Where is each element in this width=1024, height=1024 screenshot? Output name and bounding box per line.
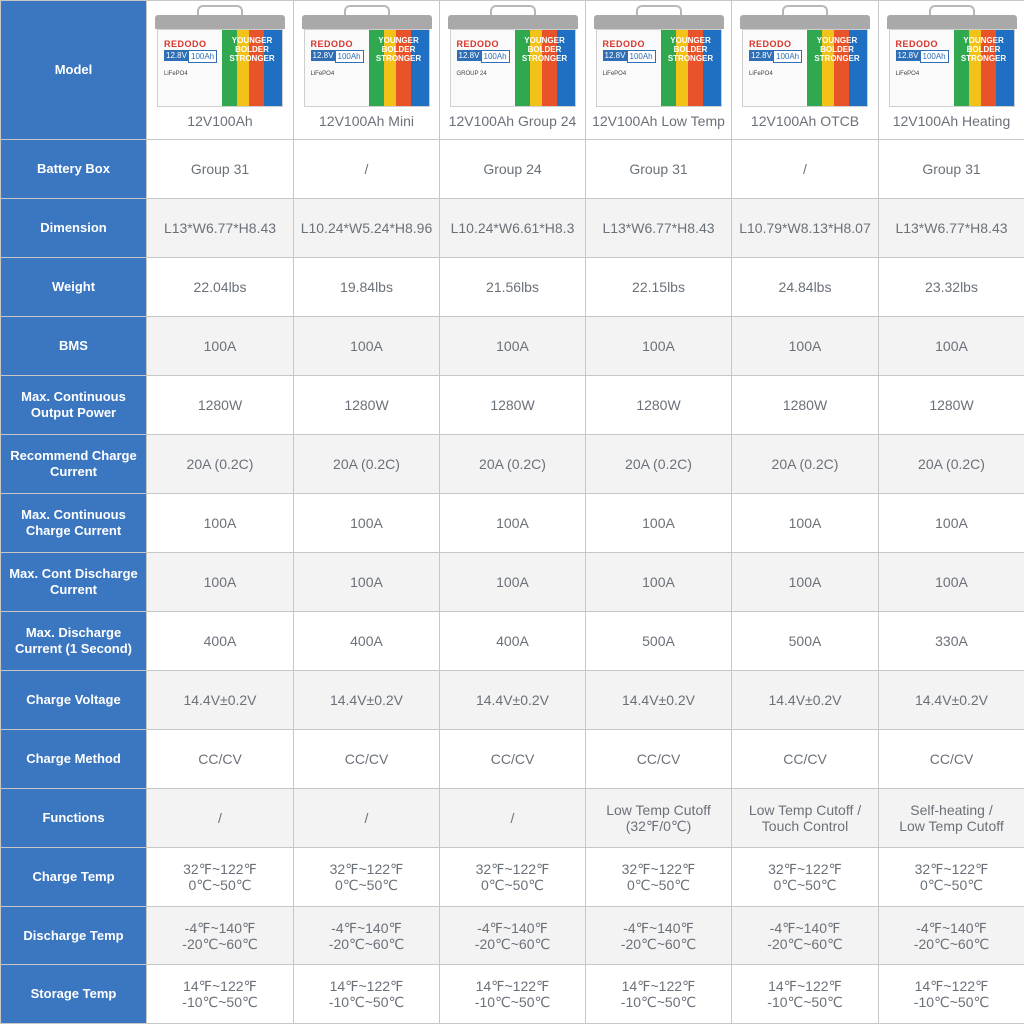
spec-cell: CC/CV — [440, 730, 586, 789]
spec-cell: / — [732, 140, 879, 199]
spec-value-line: 14℉~122℉ — [475, 978, 550, 994]
voltage-tag: 12.8V — [166, 51, 187, 60]
spec-cell — [147, 907, 294, 965]
slogan: YOUNGER BOLDER STRONGER — [375, 36, 422, 63]
spec-cell: 1280W — [294, 376, 440, 435]
spec-cell: 100A — [440, 553, 586, 612]
spec-cell: 100A — [294, 553, 440, 612]
row-header: Max. Cont Discharge Current — [1, 553, 147, 612]
row-header: Recommend Charge Current — [1, 435, 147, 494]
group-tag: GROUP 24 — [456, 71, 487, 77]
spec-cell: 14.4V±0.2V — [147, 671, 294, 730]
spec-cell: L13*W6.77*H8.43 — [147, 199, 294, 258]
chemistry-tag: LiFePO4 — [310, 71, 335, 77]
row-max-continuous-charge-current — [1, 494, 1024, 553]
spec-cell — [440, 965, 586, 1024]
chemistry-tag: LiFePO4 — [895, 71, 920, 77]
spec-cell: CC/CV — [879, 730, 1024, 789]
spec-cell — [879, 965, 1024, 1024]
chemistry-tag: LiFePO4 — [164, 71, 188, 77]
row-header: Model — [1, 1, 147, 140]
spec-cell: Group 31 — [147, 140, 294, 199]
voltage-tag: 12.8V — [458, 51, 480, 60]
spec-value-line: -4℉~140℉ — [331, 919, 402, 936]
spec-cell: 400A — [294, 612, 440, 671]
spec-value-line: 32℉~122℉ — [621, 861, 696, 877]
model-name: 12V100Ah OTCB — [750, 113, 860, 129]
spec-value-line: 32℉~122℉ — [475, 861, 550, 877]
spec-cell: 20A (0.2C) — [147, 435, 294, 494]
spec-cell: Group 31 — [879, 140, 1024, 199]
spec-cell: 500A — [586, 612, 732, 671]
spec-cell: CC/CV — [294, 730, 440, 789]
spec-cell: 1280W — [879, 376, 1024, 435]
spec-cell — [294, 848, 440, 907]
spec-value-line: -20℃~60℃ — [474, 935, 551, 952]
row-discharge-temp — [1, 907, 1024, 965]
spec-cell — [879, 907, 1024, 965]
spec-cell: 1280W — [440, 376, 586, 435]
spec-cell: 14.4V±0.2V — [586, 671, 732, 730]
spec-cell: 400A — [440, 612, 586, 671]
spec-cell: 14.4V±0.2V — [732, 671, 879, 730]
row-recommend-charge-current — [1, 435, 1024, 494]
row-charge-method — [1, 730, 1024, 789]
spec-cell — [586, 907, 732, 965]
spec-cell — [879, 789, 1024, 848]
spec-cell — [440, 848, 586, 907]
row-header: Max. Continuous Charge Current — [1, 494, 147, 553]
spec-cell: 100A — [879, 317, 1024, 376]
row-header: Battery Box — [1, 140, 147, 199]
spec-cell: 1280W — [586, 376, 732, 435]
capacity-tag: 100Ah — [773, 50, 802, 63]
spec-cell: 14.4V±0.2V — [440, 671, 586, 730]
spec-value-line: -20℃~60℃ — [620, 935, 697, 952]
spec-cell: 100A — [294, 317, 440, 376]
spec-value-line: 0℃~50℃ — [920, 877, 983, 893]
spec-cell: 22.15lbs — [586, 258, 732, 317]
spec-value-line: -20℃~60℃ — [767, 935, 843, 952]
row-header: Discharge Temp — [1, 907, 147, 965]
spec-cell: 1280W — [147, 376, 294, 435]
spec-value-line: -10℃~50℃ — [913, 994, 990, 1010]
row-header: Max. Discharge Current (1 Second) — [1, 612, 147, 671]
spec-value-line: 32℉~122℉ — [768, 861, 842, 877]
spec-cell: 100A — [147, 494, 294, 553]
spec-value-line: 0℃~50℃ — [335, 877, 398, 893]
row-header: Storage Temp — [1, 965, 147, 1024]
spec-value-line: 14℉~122℉ — [183, 978, 257, 994]
spec-value-line: 14℉~122℉ — [768, 978, 842, 994]
spec-value-line: -20℃~60℃ — [328, 935, 405, 952]
spec-value-line: / — [218, 810, 222, 826]
spec-value-line: 0℃~50℃ — [773, 877, 837, 893]
model-cell — [440, 1, 586, 140]
spec-value-line: -4℉~140℉ — [477, 919, 548, 936]
spec-value-line: 14℉~122℉ — [329, 978, 404, 994]
slogan: YOUNGER BOLDER STRONGER — [521, 36, 568, 63]
battery-product-image — [740, 5, 870, 107]
battery-product-image — [887, 5, 1017, 107]
slogan: YOUNGER BOLDER STRONGER — [960, 36, 1007, 63]
spec-value-line: 32℉~122℉ — [914, 861, 989, 877]
spec-value-line: 14℉~122℉ — [621, 978, 696, 994]
row-header: Dimension — [1, 199, 147, 258]
spec-value-line: Low Temp Cutoff / — [748, 802, 862, 818]
row-header: Functions — [1, 789, 147, 848]
spec-cell: L10.24*W6.61*H8.3 — [440, 199, 586, 258]
model-name: 12V100Ah Mini — [319, 113, 414, 129]
model-cell — [879, 1, 1024, 140]
spec-cell: 100A — [586, 317, 732, 376]
spec-cell: 100A — [732, 317, 879, 376]
spec-cell — [586, 965, 732, 1024]
spec-cell: 100A — [586, 494, 732, 553]
spec-cell — [586, 789, 732, 848]
battery-product-image — [155, 5, 285, 107]
spec-cell: 100A — [294, 494, 440, 553]
spec-cell — [732, 965, 879, 1024]
spec-cell: 20A (0.2C) — [586, 435, 732, 494]
spec-value-line: -4℉~140℉ — [623, 919, 694, 936]
spec-value-line: Low Temp Cutoff — [899, 818, 1004, 834]
spec-value-line: 32℉~122℉ — [329, 861, 404, 877]
spec-cell — [294, 789, 440, 848]
row-header: Charge Temp — [1, 848, 147, 907]
row-charge-voltage — [1, 671, 1024, 730]
spec-cell: 100A — [732, 494, 879, 553]
row-functions — [1, 789, 1024, 848]
spec-cell: 500A — [732, 612, 879, 671]
row-charge-temp — [1, 848, 1024, 907]
spec-value-line: -10℃~50℃ — [182, 994, 258, 1010]
spec-cell: 100A — [732, 553, 879, 612]
brand-logo: REDODO — [310, 39, 354, 49]
spec-cell — [440, 907, 586, 965]
battery-product-image — [594, 5, 724, 107]
model-name: 12V100Ah Heating — [892, 113, 1011, 129]
capacity-tag: 100Ah — [335, 50, 364, 63]
spec-value-line: -20℃~60℃ — [182, 935, 258, 952]
spec-cell: 100A — [440, 494, 586, 553]
spec-cell — [879, 848, 1024, 907]
row-bms — [1, 317, 1024, 376]
spec-cell: 20A (0.2C) — [879, 435, 1024, 494]
spec-value-line: Self-heating / — [910, 802, 993, 818]
spec-cell: 400A — [147, 612, 294, 671]
spec-value-line: -10℃~50℃ — [767, 994, 843, 1010]
spec-cell — [147, 789, 294, 848]
row-header: Charge Voltage — [1, 671, 147, 730]
spec-cell: 100A — [879, 553, 1024, 612]
spec-value-line: 0℃~50℃ — [481, 877, 544, 893]
brand-logo: REDODO — [895, 39, 939, 49]
spec-cell: 20A (0.2C) — [440, 435, 586, 494]
row-storage-temp — [1, 965, 1024, 1024]
model-cell — [586, 1, 732, 140]
spec-cell: L13*W6.77*H8.43 — [586, 199, 732, 258]
spec-value-line: -10℃~50℃ — [620, 994, 697, 1010]
model-cell — [294, 1, 440, 140]
row-max-discharge-current-1-second — [1, 612, 1024, 671]
spec-cell: 19.84lbs — [294, 258, 440, 317]
chemistry-tag: LiFePO4 — [749, 71, 773, 77]
spec-cell: 14.4V±0.2V — [879, 671, 1024, 730]
row-weight — [1, 258, 1024, 317]
chemistry-tag: LiFePO4 — [602, 71, 627, 77]
spec-cell: L10.79*W8.13*H8.07 — [732, 199, 879, 258]
row-max-cont-discharge-current — [1, 553, 1024, 612]
spec-cell — [294, 965, 440, 1024]
spec-value-line: -10℃~50℃ — [474, 994, 551, 1010]
spec-value-line: (32℉/0℃) — [625, 818, 692, 834]
battery-product-image — [302, 5, 432, 107]
spec-value-line: -10℃~50℃ — [328, 994, 405, 1010]
spec-value-line: 32℉~122℉ — [183, 861, 257, 877]
voltage-tag: 12.8V — [312, 51, 334, 60]
spec-value-line: / — [510, 810, 515, 826]
model-name: 12V100Ah Group 24 — [448, 113, 577, 129]
row-header: BMS — [1, 317, 147, 376]
spec-value-line: 0℃~50℃ — [188, 877, 252, 893]
spec-cell — [732, 907, 879, 965]
battery-product-image — [448, 5, 578, 107]
brand-logo: REDODO — [164, 39, 207, 49]
spec-value-line: -4℉~140℉ — [184, 919, 256, 936]
spec-value-line: / — [364, 810, 369, 826]
capacity-tag: 100Ah — [627, 50, 656, 63]
capacity-tag: 100Ah — [481, 50, 510, 63]
spec-cell: 100A — [586, 553, 732, 612]
spec-cell — [732, 848, 879, 907]
voltage-tag: 12.8V — [604, 51, 626, 60]
model-name: 12V100Ah Low Temp — [592, 113, 725, 129]
spec-value-line: Low Temp Cutoff — [606, 802, 711, 818]
spec-cell: 21.56lbs — [440, 258, 586, 317]
spec-cell: 100A — [147, 553, 294, 612]
spec-cell: CC/CV — [732, 730, 879, 789]
spec-value-line: -4℉~140℉ — [916, 919, 987, 936]
spec-cell: 20A (0.2C) — [294, 435, 440, 494]
voltage-tag: 12.8V — [751, 51, 772, 60]
spec-cell: CC/CV — [586, 730, 732, 789]
slogan: YOUNGER BOLDER STRONGER — [229, 36, 275, 63]
row-header: Charge Method — [1, 730, 147, 789]
spec-cell — [147, 848, 294, 907]
row-dimension — [1, 199, 1024, 258]
model-cell — [732, 1, 879, 140]
spec-cell: 330A — [879, 612, 1024, 671]
spec-cell: CC/CV — [147, 730, 294, 789]
spec-cell: Group 31 — [586, 140, 732, 199]
spec-cell: L13*W6.77*H8.43 — [879, 199, 1024, 258]
voltage-tag: 12.8V — [897, 51, 919, 60]
row-model — [1, 1, 1024, 140]
spec-cell: 20A (0.2C) — [732, 435, 879, 494]
spec-cell: 100A — [147, 317, 294, 376]
brand-logo: REDODO — [749, 39, 792, 49]
row-max-continuous-output-power — [1, 376, 1024, 435]
spec-cell: L10.24*W5.24*H8.96 — [294, 199, 440, 258]
spec-cell — [440, 789, 586, 848]
brand-logo: REDODO — [602, 39, 646, 49]
slogan: YOUNGER BOLDER STRONGER — [667, 36, 714, 63]
spec-cell — [732, 789, 879, 848]
row-battery-box — [1, 140, 1024, 199]
spec-cell — [147, 965, 294, 1024]
capacity-tag: 100Ah — [920, 50, 949, 63]
model-name: 12V100Ah — [187, 113, 253, 129]
brand-logo: REDODO — [456, 39, 500, 49]
spec-cell: 100A — [879, 494, 1024, 553]
row-header: Weight — [1, 258, 147, 317]
spec-cell: 24.84lbs — [732, 258, 879, 317]
spec-value-line: Touch Control — [761, 818, 849, 834]
spec-cell: Group 24 — [440, 140, 586, 199]
slogan: YOUNGER BOLDER STRONGER — [814, 36, 860, 63]
spec-cell: 23.32lbs — [879, 258, 1024, 317]
spec-value-line: 0℃~50℃ — [627, 877, 690, 893]
spec-cell: 1280W — [732, 376, 879, 435]
row-header: Max. Continuous Output Power — [1, 376, 147, 435]
spec-value-line: 14℉~122℉ — [914, 978, 989, 994]
spec-cell: / — [294, 140, 440, 199]
spec-cell: 100A — [440, 317, 586, 376]
spec-value-line: -20℃~60℃ — [913, 935, 990, 952]
model-cell — [147, 1, 294, 140]
spec-cell — [586, 848, 732, 907]
spec-value-line: -4℉~140℉ — [769, 919, 841, 936]
spec-cell — [294, 907, 440, 965]
capacity-tag: 100Ah — [188, 50, 217, 63]
spec-cell: 22.04lbs — [147, 258, 294, 317]
spec-cell: 14.4V±0.2V — [294, 671, 440, 730]
